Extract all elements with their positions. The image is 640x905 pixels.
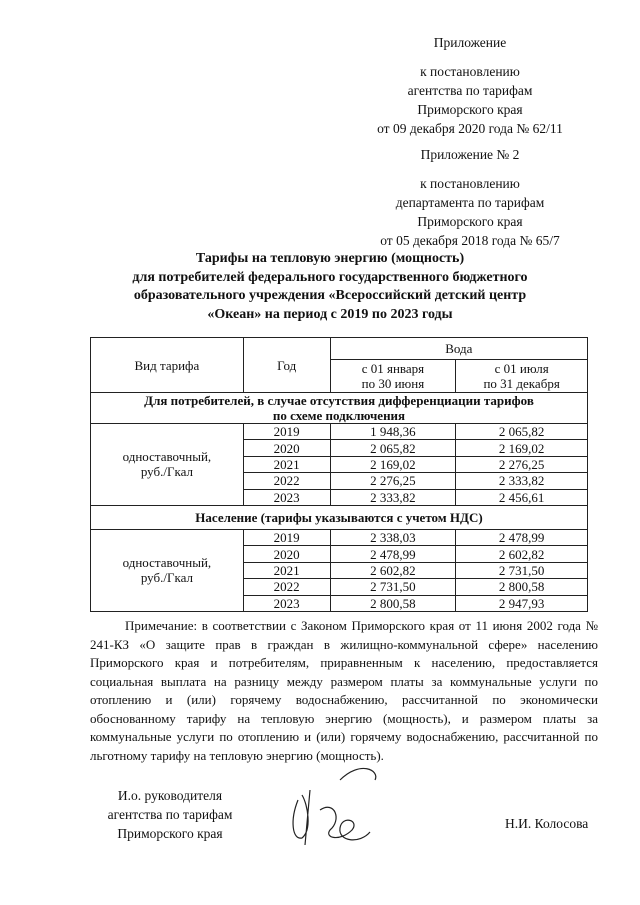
title-line: «Океан» на период с 2019 по 2023 годы — [207, 306, 453, 322]
signer-line: агентства по тарифам — [107, 807, 233, 822]
tariff-value-cell: 2 065,82 — [330, 440, 456, 456]
header-line: агентства по тарифам — [407, 83, 533, 98]
tariff-type-line: руб./Гкал — [140, 464, 193, 480]
col-header-period-2 — [456, 360, 588, 393]
section-title-line: по схеме подключения — [272, 408, 406, 423]
period-line: с 01 июля — [494, 361, 549, 376]
signer-line: И.о. руководителя — [117, 788, 223, 803]
header-line: от 09 декабря 2020 года № 62/11 — [377, 121, 563, 136]
tariff-value-cell: 1 948,36 — [330, 424, 456, 440]
col-header-year: Год — [243, 338, 330, 393]
col-header-type: Вид тарифа — [91, 338, 244, 393]
header-line: Приморского края — [417, 214, 523, 229]
col-header-water: Вода — [330, 338, 587, 360]
tariff-value-cell: 2 276,25 — [330, 473, 456, 489]
tariff-value-cell: 2 602,82 — [456, 546, 588, 562]
title-line: образовательного учреждения «Всероссийский детский центр — [133, 288, 527, 303]
period-line: по 31 декабря — [483, 376, 560, 391]
header-line: департамента по тарифам — [395, 195, 545, 210]
note-text: Примечание: в соответствии с Законом Приморского края от 11 июня 2002 года № 241-КЗ «О защите прав в граждан в жилищно-коммунальной сфере» населению Приморского края и потребителям, приравненным к населению, предоставляется социальная выплата на разницу между размером платы за коммунальные услуги по отоплению и (или) горячему водоснабжению, рассчитанной по экономически обоснованному тарифу на тепловую энергию (мощность), и размером платы за коммунальные услуги по отоплению и (или) горячему водоснабжению, рассчитанной по льготному тарифу на тепловую энергию (мощность). — [90, 618, 598, 763]
year-cell: 2019 — [243, 424, 330, 440]
tariff-value-cell: 2 478,99 — [456, 529, 588, 545]
year-cell: 2022 — [243, 473, 330, 489]
signer-line: Приморского края — [117, 826, 223, 841]
tariff-value-cell: 2 800,58 — [456, 579, 588, 595]
tariff-value-cell: 2 800,58 — [330, 595, 456, 611]
year-cell: 2020 — [243, 440, 330, 456]
table-row — [91, 529, 588, 545]
tariff-value-cell: 2 169,02 — [330, 456, 456, 472]
period-line: с 01 января — [361, 361, 425, 376]
signer-name: Н.И. Колосова — [505, 816, 589, 831]
header-line: Приморского края — [417, 102, 523, 117]
tariff-type — [91, 529, 244, 611]
appendix-header-2 — [330, 145, 610, 250]
appendix-title: Приложение — [433, 35, 507, 50]
year-cell: 2021 — [243, 456, 330, 472]
tariff-value-cell: 2 731,50 — [330, 579, 456, 595]
title-line: Тарифы на тепловую энергию (мощность) — [195, 251, 465, 266]
tariff-value-cell: 2 338,03 — [330, 529, 456, 545]
signature-image — [280, 760, 400, 850]
section-title — [91, 505, 588, 529]
section-title-line: Население (тарифы указываются с учетом НДС) — [195, 509, 483, 525]
appendix-title: Приложение № 2 — [420, 147, 520, 162]
year-cell: 2023 — [243, 595, 330, 611]
tariff-type-line: одноставочный, — [122, 555, 212, 571]
period-line: по 30 июня — [361, 376, 425, 391]
year-cell: 2021 — [243, 562, 330, 578]
signer-position — [85, 786, 255, 843]
section-title-line: Для потребителей, в случае отсутствия дифференциации тарифов — [144, 393, 534, 408]
note — [90, 617, 598, 765]
year-cell: 2020 — [243, 546, 330, 562]
header-line: к постановлению — [420, 64, 520, 79]
tariff-value-cell: 2 333,82 — [330, 489, 456, 505]
tariff-value-cell: 2 602,82 — [330, 562, 456, 578]
tariff-table — [90, 337, 588, 612]
tariff-value-cell: 2 731,50 — [456, 562, 588, 578]
col-header-period-1 — [330, 360, 456, 393]
document-title — [60, 250, 600, 324]
tariff-type-line: одноставочный, — [122, 449, 212, 465]
header-line: от 05 декабря 2018 года № 65/7 — [380, 233, 560, 248]
table-row — [91, 424, 588, 440]
tariff-type — [91, 424, 244, 506]
tariff-value-cell: 2 065,82 — [456, 424, 588, 440]
appendix-header-1 — [330, 33, 610, 138]
year-cell: 2019 — [243, 529, 330, 545]
tariff-value-cell: 2 478,99 — [330, 546, 456, 562]
header-line: к постановлению — [420, 176, 520, 191]
tariff-value-cell: 2 169,02 — [456, 440, 588, 456]
section-title — [91, 393, 588, 424]
year-cell: 2023 — [243, 489, 330, 505]
tariff-value-cell: 2 333,82 — [456, 473, 588, 489]
tariff-value-cell: 2 947,93 — [456, 595, 588, 611]
tariff-type-line: руб./Гкал — [140, 570, 193, 586]
tariff-value-cell: 2 456,61 — [456, 489, 588, 505]
tariff-value-cell: 2 276,25 — [456, 456, 588, 472]
title-line: для потребителей федерального государственного бюджетного — [132, 269, 528, 285]
year-cell: 2022 — [243, 579, 330, 595]
